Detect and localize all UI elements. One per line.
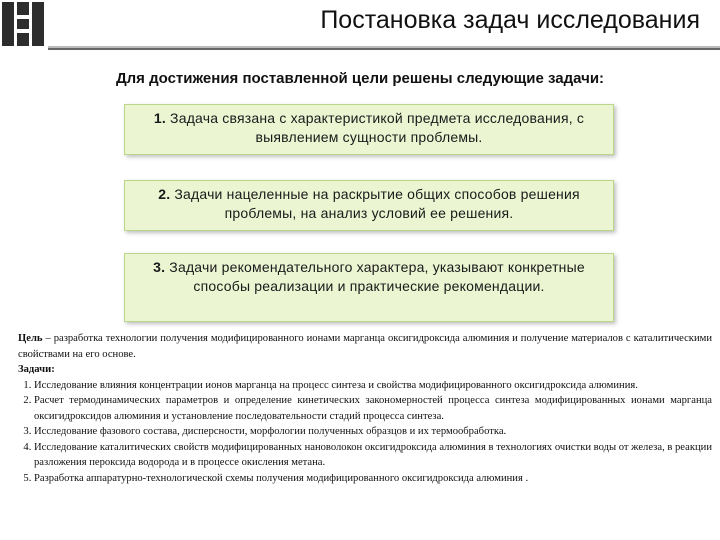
task-text: Задачи нацеленные на раскрытие общих способов решения проблемы, на анализ условий ее решения. [174, 186, 580, 221]
task-text: Задача связана с характеристикой предмета исследования, с выявлением сущности проблемы. [170, 110, 585, 145]
list-item: 3. Исследование фазового состава, дисперсности, морфологии полученных образцов и их термообработка. [34, 424, 712, 440]
tasks-label: Задачи: [18, 364, 55, 375]
task-box-3 [124, 253, 614, 322]
task-box-1 [124, 104, 614, 155]
logo [2, 2, 44, 46]
list-item: 5. Разработка аппаратурно-технологической схемы получения модифицированного оксигидроксида алюминия . [34, 471, 712, 487]
task-box-2 [124, 180, 614, 231]
goal-paragraph [18, 331, 712, 362]
research-description [18, 331, 712, 486]
list-item: 4. Исследование каталитических свойств модифицированных нановолокон оксигидроксида алюминия в технологиях очистки воды от железа, в реакции разложения пероксида водорода и в процессе окисления метана. [34, 440, 712, 471]
task-text: Задачи рекомендательного характера, указывают конкретные способы реализации и практические рекомендации. [169, 259, 585, 294]
page-title: Постановка задач исследования [320, 6, 700, 34]
list-item: 2. Расчет термодинамических параметров и определение кинетических закономерностей процесса синтеза модифицированных ионами марганца оксигидроксидов алюминия и установление последовательности стадий процесса синтеза. [34, 393, 712, 424]
goal-text: – разработка технологии получения модифицированного ионами марганца оксигидроксида алюминия и получение материалов с каталитическими свойствами на его основе. [18, 333, 712, 360]
title-divider [48, 46, 720, 50]
intro-text: Для достижения поставленной цели решены следующие задачи: [115, 70, 605, 87]
goal-label: Цель [18, 333, 43, 344]
research-task-list [18, 378, 712, 487]
list-item: 1. Исследование влияния концентрации ионов марганца на процесс синтеза и свойства модифицированного оксигидроксида алюминия. [34, 378, 712, 394]
task-number: 1. [153, 110, 166, 126]
task-number: 3. [153, 259, 166, 275]
task-number: 2. [158, 186, 171, 202]
